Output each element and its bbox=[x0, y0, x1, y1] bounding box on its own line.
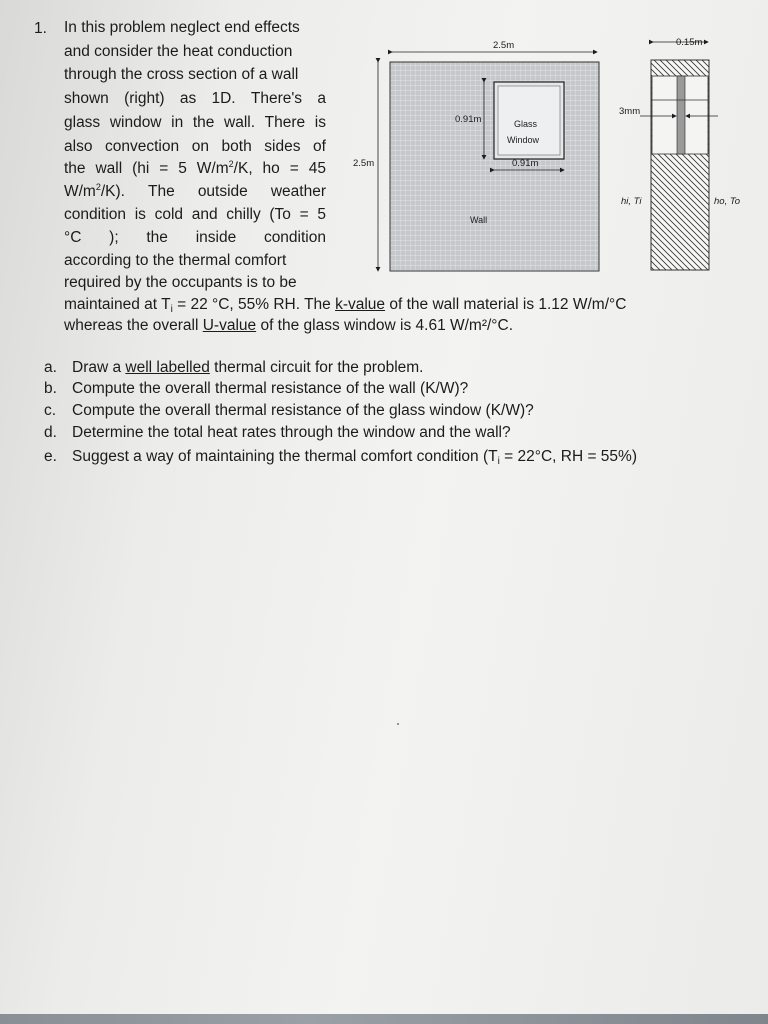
question-number: 1. bbox=[34, 20, 47, 37]
word: a bbox=[317, 90, 326, 107]
height-label: 2.5m bbox=[353, 158, 375, 169]
word: the bbox=[192, 114, 215, 131]
wall-label: Wall bbox=[470, 215, 488, 225]
word: ); bbox=[109, 229, 119, 246]
subquestion-e: e. Suggest a way of maintaining the thermal comfort condition ($T_i = 22^\circ C$, RH = 55%) bbox=[44, 448, 637, 467]
word: and bbox=[191, 206, 218, 223]
word: condition bbox=[263, 229, 326, 246]
window-label: Window bbox=[507, 135, 540, 145]
window-height-label: 0.91m bbox=[455, 114, 482, 125]
problem-line-14: whereas the overall U-value of the glass window is 4.61 W/m²/°C. bbox=[64, 317, 514, 334]
problem-line-3: through the cross section of a wall bbox=[64, 66, 299, 83]
word: (right) bbox=[124, 90, 165, 107]
word: both bbox=[221, 138, 252, 155]
word: also bbox=[64, 138, 93, 155]
thickness-label: 0.15m bbox=[676, 37, 703, 48]
word: inside bbox=[195, 229, 237, 246]
word: 1D. bbox=[211, 90, 236, 107]
word: (hi bbox=[132, 160, 150, 177]
word: wall bbox=[95, 160, 123, 177]
word: as bbox=[179, 90, 197, 107]
u-value-term: U-value bbox=[202, 317, 257, 334]
word: ho bbox=[262, 160, 280, 177]
word: 5 bbox=[317, 206, 326, 223]
glass-label: Glass bbox=[514, 119, 538, 129]
word: The bbox=[148, 183, 175, 200]
word: chilly bbox=[226, 206, 261, 223]
word: shown bbox=[64, 90, 109, 107]
glass-thickness-label: 3mm bbox=[619, 106, 641, 117]
word: is bbox=[134, 206, 146, 223]
word: = bbox=[159, 160, 169, 177]
problem-line-2: and consider the heat conduction bbox=[64, 43, 293, 60]
word: $W/m^2/K$, bbox=[196, 159, 253, 177]
problem-line-12: required by the occupants is to be bbox=[64, 274, 297, 291]
word: on bbox=[191, 138, 209, 155]
word: 45 bbox=[308, 160, 326, 177]
outside-condition-label: ho, To bbox=[714, 196, 741, 207]
word: wall. bbox=[224, 114, 256, 131]
word: $W/m^2/K$). bbox=[64, 182, 125, 200]
word: of bbox=[313, 138, 326, 155]
subquestion-b: b. Compute the overall thermal resistance of the wall (K/W)? bbox=[44, 380, 469, 397]
word: = bbox=[289, 160, 299, 177]
glass-pane bbox=[677, 76, 685, 154]
word: There's bbox=[250, 90, 303, 107]
word: outside bbox=[197, 183, 248, 200]
word: °C bbox=[64, 229, 82, 246]
word: in bbox=[171, 114, 184, 131]
word: the bbox=[146, 229, 168, 246]
word: sides bbox=[264, 138, 301, 155]
word: glass bbox=[64, 114, 101, 131]
word: cold bbox=[154, 206, 184, 223]
problem-line-1: In this problem neglect end effects bbox=[64, 19, 300, 36]
bottom-edge bbox=[0, 1014, 768, 1024]
word: 5 bbox=[178, 160, 187, 177]
inside-condition-label: hi, Ti bbox=[621, 196, 642, 207]
word: = bbox=[299, 206, 309, 223]
subquestion-a: a. Draw a well labelled thermal circuit for the problem. bbox=[44, 359, 424, 376]
word: weather bbox=[270, 183, 326, 200]
window-width-label: 0.91m bbox=[512, 158, 539, 169]
word: is bbox=[314, 114, 326, 131]
problem-line-11: according to the thermal comfort bbox=[64, 252, 287, 269]
word: condition bbox=[64, 206, 127, 223]
word: convection bbox=[105, 138, 180, 155]
width-label: 2.5m bbox=[493, 40, 515, 51]
k-value-term: k-value bbox=[335, 296, 386, 313]
word: window bbox=[109, 114, 162, 131]
word: the bbox=[64, 160, 86, 177]
problem-line-13: maintained at $T_i = 22$ °C, 55% RH. The k-value of the wall material is 1.12 W/m/°C bbox=[64, 296, 627, 315]
word: There bbox=[264, 114, 306, 131]
subquestion-d: d. Determine the total heat rates through the window and the wall? bbox=[44, 424, 511, 441]
subquestion-c: c. Compute the overall thermal resistance of the glass window (K/W)? bbox=[44, 402, 534, 419]
word: (To bbox=[269, 206, 291, 223]
